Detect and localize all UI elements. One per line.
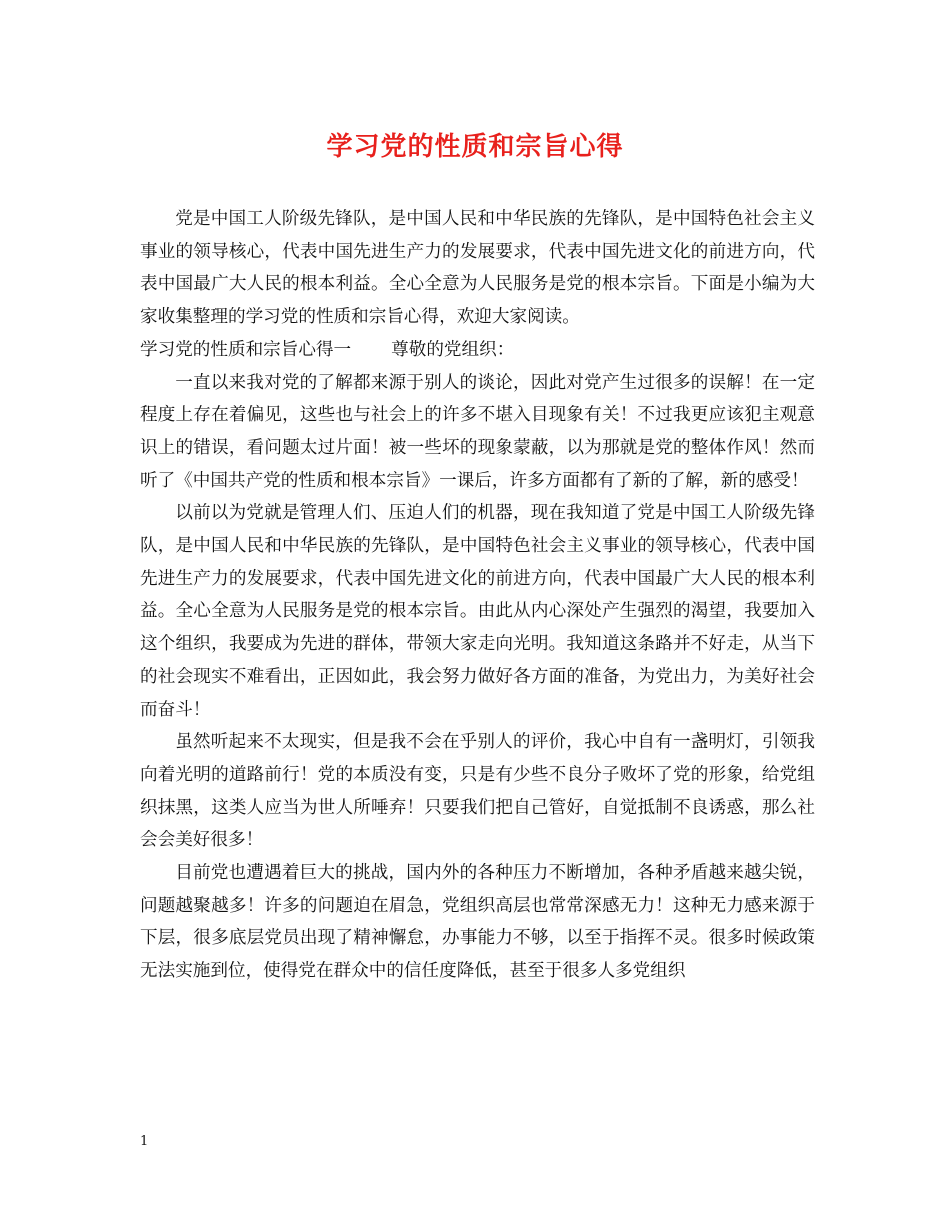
intro-paragraph: 党是中国工人阶级先锋队，是中国人民和中华民族的先锋队，是中国特色社会主义事业的领导核心，代表中国先进生产力的发展要求，代表中国先进文化的前进方向，代表中国最广大人民的根本利益。全心全意为人民服务是党的根本宗旨。下面是小编为大家收集整理的学习党的性质和宗旨心得，欢迎大家阅读。 — [140, 209, 815, 328]
page-number: 1 — [140, 1134, 149, 1149]
salutation: 尊敬的党组织： — [391, 339, 515, 360]
document-title: 学习党的性质和宗旨心得 — [326, 132, 624, 162]
section-heading: 学习党的性质和宗旨心得一 — [140, 339, 352, 360]
body-paragraph-3: 虽然听起来不太现实，但是我不会在乎别人的评价，我心中自有一盏明灯，引领我向着光明的道路前行！党的本质没有变，只是有少些不良分子败坏了党的形象，给党组织抹黑，这类人应当为世人所唾弃！只要我们把自己管好，自觉抵制不良诱惑，那么社会会美好很多！ — [140, 732, 815, 851]
document-body — [140, 203, 815, 988]
body-paragraph-2: 以前以为党就是管理人们、压迫人们的机器，现在我知道了党是中国工人阶级先锋队，是中国人民和中华民族的先锋队，是中国特色社会主义事业的领导核心，代表中国先进生产力的发展要求，代表中国先进文化的前进方向，代表中国最广大人民的根本利益。全心全意为人民服务是党的根本宗旨。由此从内心深处产生强烈的渴望，我要加入这个组织，我要成为先进的群体，带领大家走向光明。我知道这条路并不好走，从当下的社会现实不难看出，正因如此，我会努力做好各方面的准备，为党出力，为美好社会而奋斗！ — [140, 503, 815, 720]
body-paragraph-4: 目前党也遭遇着巨大的挑战，国内外的各种压力不断增加，各种矛盾越来越尖锐，问题越聚越多！许多的问题迫在眉急，党组织高层也常常深感无力！这种无力感来源于下层，很多底层党员出现了精神懈怠，办事能力不够，以至于指挥不灵。很多时候政策无法实施到位，使得党在群众中的信任度降低，甚至于很多人多党组织 — [140, 863, 815, 982]
section-heading-line — [140, 334, 815, 367]
body-paragraph-1: 一直以来我对党的了解都来源于别人的谈论，因此对党产生过很多的误解！在一定程度上存在着偏见，这些也与社会上的许多不堪入目现象有关！不过我更应该犯主观意识上的错误，看问题太过片面！被一些坏的现象蒙蔽，以为那就是党的整体作风！然而听了《中国共产党的性质和根本宗旨》一课后，许多方面都有了新的了解，新的感受！ — [140, 372, 815, 491]
